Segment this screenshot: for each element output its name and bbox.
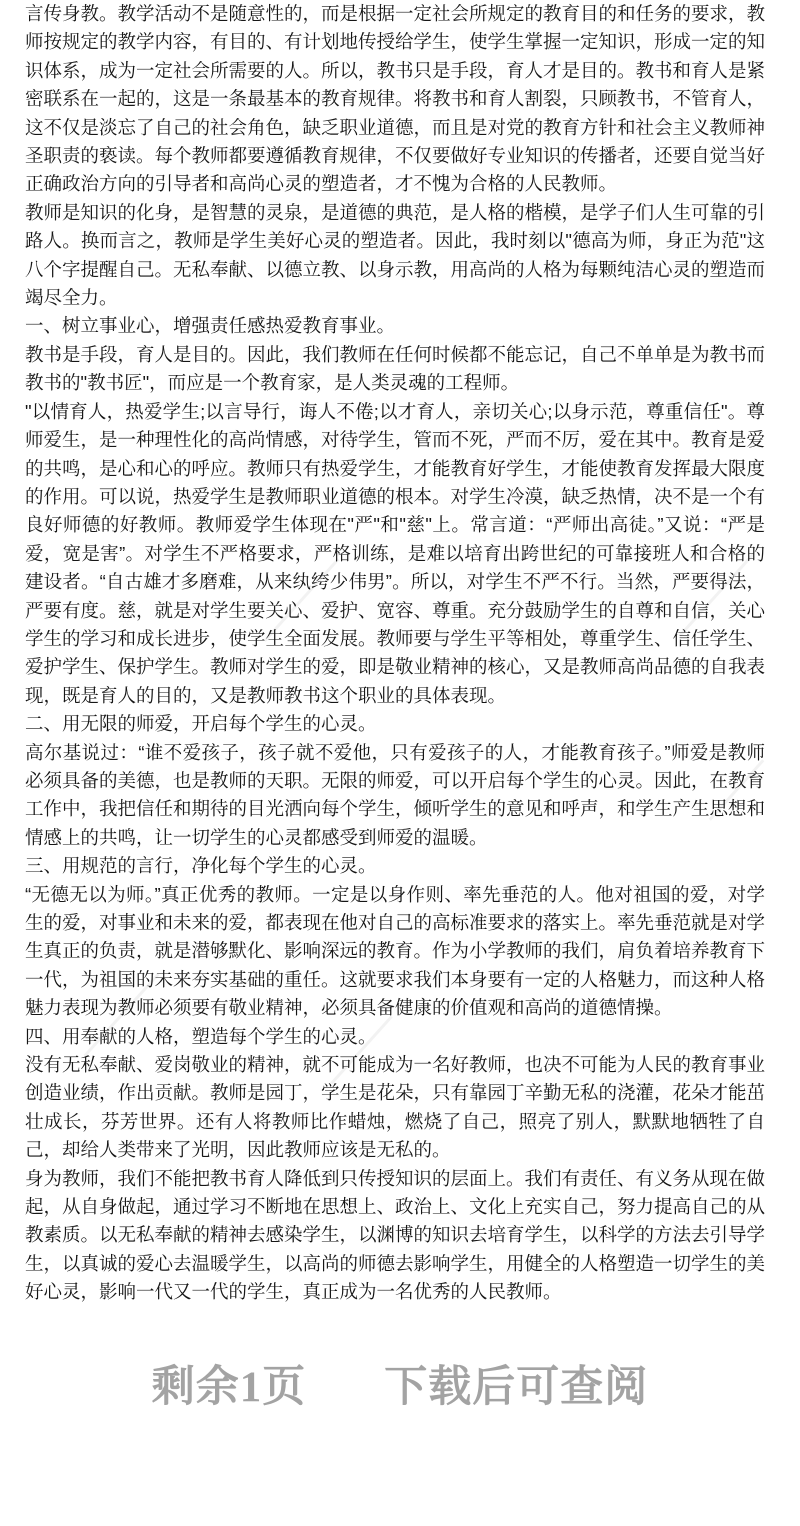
paragraph: 教师是知识的化身，是智慧的灵泉，是道德的典范，是人格的楷模，是学子们人生可靠的引路人。换而言之，教师是学生美好心灵的塑造者。因此，我时刻以"德高为师，身正为范"这八个字提醒自己。无私奉献、以德立教、以身示教，用高尚的人格为每颗纯洁心灵的塑造而竭尽全力。: [25, 201, 766, 309]
paragraph: 识体系，成为一定社会所需要的人。所以，教书只是手段，育人才是目的。教书和育人是紧密联系在一起的，这是一条最基本的教育规律。将教书和育人割裂，只顾教书，不管育人，这不仅是淡忘了自己的社会角色，缺乏职业道德，而且是对党的教育方针和社会主义教师神圣职责的亵读。每个教师都要遵循教育规律，不仅要做好专业知识的传播者，还要自觉当好正确政治方向的引导者和高尚心灵的塑造者，才不愧为合格的人民教师。: [25, 59, 766, 195]
paragraph: 教书是手段，育人是目的。因此，我们教师在任何时候都不能忘记，自己不单单是为教书而教书的"教书匠"，而应是一个教育家，是人类灵魂的工程师。: [25, 343, 766, 394]
paragraph: “无德无以为师。”真正优秀的教师。一定是以身作则、率先垂范的人。他对祖国的爱，对学生的爱，对事业和未来的爱，都表现在他对自己的高标准要求的落实上。率先垂范就是对学生真正的负责，就是潜够默化、影响深远的教育。作为小学教师的我们，肩负着培养教育下一代，为祖国的未来夯实基础的重任。这就要求我们本身要有一定的人格魅力，而这种人格魅力表现为教师必须要有敬业精神，必须具备健康的价值观和高尚的道德情操。: [25, 883, 766, 1019]
section-heading-4: 四、用奉献的人格，塑造每个学生的心灵。: [25, 1025, 377, 1047]
section-heading-1: 一、树立事业心，增强责任感热爱教育事业。: [25, 315, 396, 337]
section-heading-3: 三、用规范的言行，净化每个学生的心灵。: [25, 855, 377, 877]
paragraph: 没有无私奉献、爱岗敬业的精神，就不可能成为一名好教师，也决不可能为人民的教育事业创造业绩，作出贡献。教师是园丁，学生是花朵，只有靠园丁辛勤无私的浇灌，花朵才能茁壮成长，芬芳世界。还有人将教师比作蜡烛，燃烧了自己，照亮了别人，默默地牺牲了自己，却给人类带来了光明，因此教师应该是无私的。: [25, 1054, 766, 1161]
document-body: [25, 0, 765, 1307]
section-heading-2: 二、用无限的师爱，开启每个学生的心灵。: [25, 713, 377, 735]
paragraph: "以情育人，热爱学生;以言导行，诲人不倦;以才育人，亲切关心;以身示范，尊重信任"。尊师爱生，是一种理性化的高尚情感，对待学生，管而不死，严而不厉，爱在其中。教育是爱的共鸣，是心和心的呼应。教师只有热爱学生，才能教育好学生，才能使教育发挥最大限度的作用。可以说，热爱学生是教师职业道德的根本。对学生冷漠，缺乏热情，决不是一个有良好师德的好教师。教师爱学生体现在"严"和"慈"上。常言道：“严师出高徒。”又说：“严是爱，宽是害”。对学生不严格要求，严格训练，是难以培育出跨世纪的可靠接班人和合格的建设者。“自古雄才多磨难，从来纨绔少伟男”。所以，对学生不严不行。当然，严要得法，严要有度。慈，就是对学生要关心、爱护、宽容、尊重。充分鼓励学生的自尊和自信，关心学生的学习和成长进步，使学生全面发展。教师要与学生平等相处，尊重学生、信任学生、爱护学生、保护学生。教师对学生的爱，即是敬业精神的核心，又是教师高尚品德的自我表现，既是育人的目的，又是教师教书这个职业的具体表现。: [25, 400, 766, 706]
paragraph: 身为教师，我们不能把教书育人降低到只传授知识的层面上。我们有责任、有义务从现在做起，从自身做起，通过学习不断地在思想上、政治上、文化上充实自己，努力提高自己的从教素质。以无私奉献的精神去感染学生，以渊博的知识去培育学生，以科学的方法去引导学生，以真诚的爱心去温暖学生，以高尚的师德去影响学生，用健全的人格塑造一切学生的美好心灵，影响一代又一代的学生，真正成为一名优秀的人民教师。: [25, 1167, 766, 1303]
download-hint-label: 下载后可查阅: [384, 1363, 649, 1411]
remaining-pages-banner[interactable]: [0, 1353, 800, 1414]
paragraph-clipped-top: 言传身教。教学活动不是随意性的，而是根据一定社会所规定的教育目的和任务的要求，教师按规定的教学内容，有目的、有计划地传授给学生，使学生掌握一定知识，形成一定的知: [25, 3, 766, 53]
remaining-pages-label: 剩余1页: [151, 1363, 307, 1411]
paragraph: 高尔基说过：“谁不爱孩子，孩子就不爱他，只有爱孩子的人，才能教育孩子。”师爱是教师必须具备的美德，也是教师的天职。无限的师爱，可以开启每个学生的心灵。因此，在教育工作中，我把信任和期待的目光洒向每个学生，倾听学生的意见和呼声，和学生产生思想和情感上的共鸣，让一切学生的心灵都感受到师爱的温暖。: [25, 741, 766, 848]
